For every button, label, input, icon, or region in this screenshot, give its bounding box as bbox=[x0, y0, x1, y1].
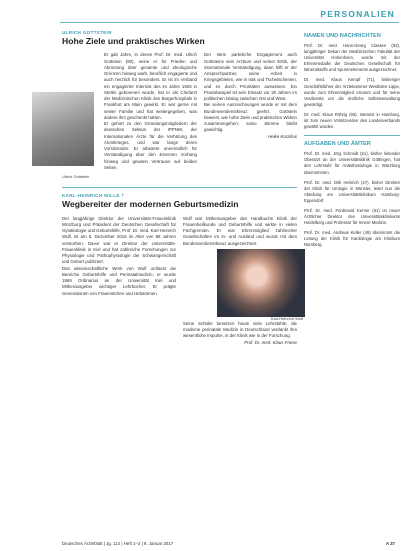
photo-caption: Karl-Heinrich Wulf bbox=[270, 315, 303, 321]
article-headline: Wegbereiter der modernen Geburtsmedizin bbox=[62, 199, 239, 210]
main-column bbox=[62, 30, 303, 540]
journal-citation: Deutsches Ärzteblatt | Jg. 114 | Heft 1–2 | 9. Januar 2017 bbox=[62, 541, 174, 546]
author-signature: Heike Korzilius bbox=[267, 133, 297, 139]
news-item: Prof. Dr. med. Ferdinand Kerner (61) ist neuer Ärztlicher Direktor des Universitätsklinikums Heidelberg und Professor für Innere Medizin. bbox=[304, 207, 400, 226]
article-wulf bbox=[62, 193, 303, 346]
news-item: Prof. Dr. med. Jörg Schmidt (51), bisher leitender Oberarzt an der Universitätsklinik Göttingen, hat den Lehrstuhl für Anästhesiologie in Würzburg übernommen. bbox=[304, 151, 400, 175]
photo-caption: Ulrich Gottstein bbox=[62, 174, 90, 180]
news-item: Prof. Dr. med. Hans-Georg Classen (83), langjähriger Dekan der Medizinischen Fakultät der Universität Hohenheim, wurde mit der Ehrenmedaille der Deutschen Gesellschaft für Mineralstoffe und Spurenelemente ausgezeichnet. bbox=[304, 43, 400, 73]
top-bar bbox=[0, 0, 407, 24]
article-kicker: ULRICH GOTTSTEIN bbox=[62, 30, 112, 35]
author-signature: Prof. Dr. med. Klaus Friese bbox=[244, 339, 297, 345]
section-rubric: PERSONALIEN bbox=[320, 9, 395, 19]
portrait-photo bbox=[32, 92, 94, 166]
divider bbox=[304, 135, 400, 136]
article-headline: Hohe Ziele und praktisches Wirken bbox=[62, 36, 205, 46]
paragraph: Bei seinen Auszeichnungen wurde er mit dem Bundesverdienstkreuz geehrt. Gottstein beweist, wie hohe Ziele und praktisches Wirken zusammengehen; seine Stimme bleibt gewichtig. bbox=[204, 102, 297, 133]
paragraph: Er gab Jahre, in denen Prof. Dr. med. Ulrich Gottstein (90), seine er für Frieden und Abrüstung über gesamte und ideologische Grenzen hinweg warb, beruflich engagierte und auch herzlich für besonders. Er ist im Verband ein engagierter Internist des im Jahre 1926 in Stettin geborenen wurde, hat er als Chefarzt der Medizinischen Klinik des Bürgerhospitals in Frankfurt am Main gewirkt. Er war gerne mit seiner Familie und hat weitergegeben, was andere ihm geschenkt hatten. bbox=[104, 52, 197, 120]
sidebar-heading: AUFGABEN UND ÄMTER bbox=[304, 141, 371, 148]
divider bbox=[60, 22, 399, 23]
news-item: Dr. med. Klaus Kempf (71), bisheriger Geschäftsführer der Ärztekammer Westfalen-Lippe, wurde zum Ehrenmitglied ernannt und für seine Verdienste um die ärztliche Selbstverwaltung gewürdigt. bbox=[304, 77, 400, 107]
photo-area bbox=[183, 247, 303, 321]
paragraph: Er gehört zu den Gründungsmitgliedern der deutschen Sektion der IPPNW, der Internationalen Ärzte für die Verhütung des Atomkrieges, und war lange deren Vorsitzender. Er arbeitete unermüdlich für Verständigung über den Eisernen Vorhang hinweg und gewann Vertrauen auf beiden Seiten. bbox=[104, 121, 197, 170]
article-gottstein bbox=[62, 30, 297, 179]
page-number: A 37 bbox=[385, 541, 395, 546]
article-kicker: KARL-HEINRICH WILLE † bbox=[62, 193, 125, 199]
news-item: Prof. Dr. med. Andreas Keller (49) übernimmt die Leitung der Klinik für Kardiologie am Klinikum Nürnberg. bbox=[304, 230, 400, 248]
news-item: Dr. med. Klaus Röhrig (65), Internist in Hamburg, ist zum neuen Vorsitzenden des Landesverbands gewählt worden. bbox=[304, 111, 400, 130]
paragraph: Das wissenschaftliche Werk von Wulf umfasst die Bereiche Geburtshilfe und Perinatalmedizin; er wurde 1969 Ordinarius an der Universität Kiel und Mitherausgeber wichtiger Lehrbücher. Er prägte Generationen von Frauenärzten und Hebammen. bbox=[62, 265, 176, 296]
news-item: Prof. Dr. med. Dirk Heinrich (47), bisher Direktor der Klinik für Urologie in Münster, leitet nun die Abteilung am Universitätsklinikum Hamburg-Eppendorf. bbox=[304, 179, 400, 203]
sidebar-heading: NAMEN UND NACHRICHTEN bbox=[304, 33, 381, 39]
portrait-photo bbox=[217, 249, 305, 317]
divider bbox=[62, 187, 297, 188]
paragraph: Wulf war Mitherausgeber des Handbuchs Klinik der Frauenheilkunde und Geburtshilfe und wirkte in vielen Fachgremien. Er war Ehrenmitglied zahlreicher Gesellschaften im In- und Ausland und wurde mit dem Bundesverdienstkreuz ausgezeichnet. bbox=[183, 215, 297, 246]
article-body bbox=[62, 52, 297, 179]
sidebar-column bbox=[304, 30, 400, 540]
article-body bbox=[62, 215, 303, 346]
paragraph: Seine Schüler besetzen heute viele Lehrstühle; die moderne perinatale Medizin in Deutschland verdankt ihm wesentliche Impulse, in der Klinik wie in der Forschung. bbox=[183, 320, 297, 339]
paragraph: Der langjährige Direktor der Universitäts-Frauenklinik Würzburg und Präsident der Deutschen Gesellschaft für Gynäkologie und Geburtshilfe, Prof. Dr. med. Karl-Heinrich Wulf, ist am 5. Dezember 2016 im Alter von 88 Jahren verstorben. Davor war er Direktor der Universitäts-Frauenklinik in Kiel und hat zahlreiche Forschungen zur Physiologie und Pathophysiologie der Schwangerschaft und Geburt publiziert. bbox=[62, 215, 176, 265]
paragraph: Der stets parteiliche Engagement auch Gottsteins sein Arzttum und seiner Ethik, der internationale Verständigung, dann hilft er der Ansprechpartner, seine Arbeit in Kriegsgebieten, wie in Irak und Tschetschenien, und es durch Prioritäten ausweisen. Ein Praxisbeispiel ist sein Einsatz vor 30 Jahren im politischen Dialog zwischen Ost und West. bbox=[204, 52, 297, 102]
